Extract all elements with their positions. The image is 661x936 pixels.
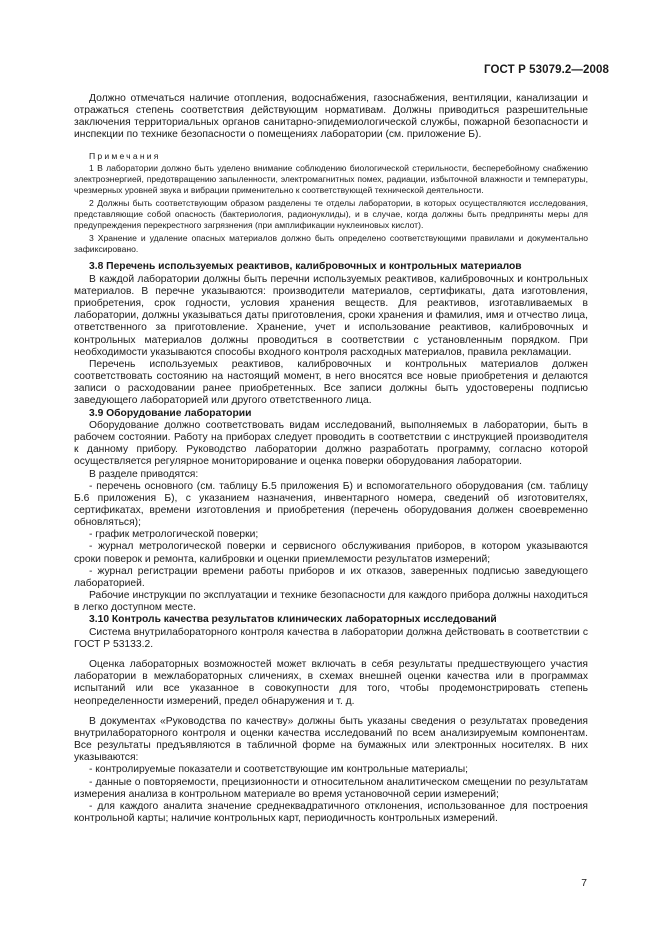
paragraph: Перечень используемых реактивов, калибровочных и контрольных материалов должен соответствовать состоянию на настоящий момент, в него вносятся все новые приобретения и делаются записи о расходовании ранее приобретенных. Все записи должны быть удостоверены подписью заведующего лабораторией или другого ответственного лица. — [74, 358, 588, 407]
paragraph: В разделе приводятся: — [89, 468, 199, 480]
paragraph: Должно отмечаться наличие отопления, водоснабжения, газоснабжения, вентиляции, канализации и отражаться степень соответствия действующим нормативам. Должны приводиться разрешительные заключения территориальных органов санитарно-эпидемиологической службы, пожарной безопасности и инспекции по технике безопасности о помещениях лаборатории (см. приложение Б). — [74, 93, 588, 141]
notes-title: Примечания — [89, 150, 161, 161]
list-item: - перечень основного (см. таблицу Б.5 приложения Б) и вспомогательного оборудования (см. таблицу Б.6 приложения Б), с указанием назначения, инвентарного номера, сведений об изготовителях, сертификатах, времени изготовления и приобретения (перечень оборудования должен своевременно обновляться); — [74, 480, 588, 529]
section-heading-3-10: 3.10 Контроль качества результатов клинических лабораторных исследований — [89, 614, 497, 626]
paragraph: Оборудование должно соответствовать видам исследований, выполняемых в лаборатории, быть в рабочем состоянии. Работу на приборах следует проводить в соответствии с инструкцией производителя к данному прибору. Руководство лаборатории должно разработать программу, согласно которой осуществляется регулярное мониторирование и оценка поверки оборудования лаборатории. — [74, 419, 588, 468]
page-number: 7 — [581, 878, 587, 889]
list-item: - контролируемые показатели и соответствующие им контрольные материалы; — [89, 764, 468, 776]
list-item: - график метрологической поверки; — [89, 529, 259, 541]
paragraph: Рабочие инструкции по эксплуатации и технике безопасности для каждого прибора должны находиться в легко доступном месте. — [74, 590, 588, 614]
section-heading-3-8: 3.8 Перечень используемых реактивов, калибровочных и контрольных материалов — [89, 261, 522, 273]
page-content — [74, 93, 588, 825]
note-item: 1 В лаборатории должно быть уделено внимание соблюдению биологической стерильности, бесперебойному снабжению электроэнергией, предотвращению запыленности, электромагнитных помех, радиации, избыточной влажности и температуры, чрезмерных уровней звука и вибрации применительно к соответствующей технической деятельности. — [74, 162, 588, 195]
note-item: 2 Должны быть соответствующим образом разделены те отделы лаборатории, в которых осуществляются исследования, представляющие собой опасность (бактериология, радионуклиды), и в случае, когда должны быть предприняты меры для предупреждения перекрестного загрязнения (при амплификации нуклеиновых кислот). — [74, 197, 588, 231]
document-code: ГОСТ Р 53079.2—2008 — [484, 64, 609, 76]
list-item: - для каждого аналита значение среднеквадратичного отклонения, использованное для построения контрольной карты; наличие контрольных карт, периодичность контрольных измерений. — [74, 800, 588, 824]
list-item: - данные о повторяемости, прецизионности и относительном аналитическом смещении по результатам измерения анализа в контрольном материале во время установочной серии измерений; — [74, 776, 588, 800]
list-item: - журнал метрологической поверки и сервисного обслуживания приборов, в котором указываются сроки поверок и ремонта, калибровки и оценки приемлемости результатов измерений; — [74, 541, 588, 565]
list-item: - журнал регистрации времени работы приборов и их отказов, заверенных подписью заведующего лабораторией. — [74, 565, 588, 589]
paragraph: В документах «Руководства по качеству» должны быть указаны сведения о результатах проведения внутрилабораторного контроля и оценки качества исследований по всем анализируемым компонентам. Все результаты предъявляются в табличной форме на бумажных или электронных носителях. В них указываются: — [74, 715, 588, 764]
paragraph: Система внутрилабораторного контроля качества в лаборатории должна действовать в соответствии с ГОСТ Р 53133.2. — [74, 626, 588, 650]
paragraph: В каждой лаборатории должны быть перечни используемых реактивов, калибровочных и контрольных материалов. В перечне указываются: производители материалов, сертификаты, дата изготовления, приобретения, срок годности, условия хранения веществ. Для реактивов, изготавливаемых в лаборатории, должны указываться даты приготовления, сроки хранения и фамилия, имя и отчество лица, ответственного за приготовление. Хранение, учет и использование реактивов, калибровочных и контрольных материалов должны проводиться в соответствии с установленным порядком. При необходимости указываются способы входного контроля расходных материалов, правила рекламации. — [74, 273, 588, 358]
note-item: 3 Хранение и удаление опасных материалов должно быть определено соответствующими правилами и документально зафиксировано. — [74, 233, 588, 255]
section-heading-3-9: 3.9 Оборудование лаборатории — [89, 407, 252, 419]
paragraph: Оценка лабораторных возможностей может включать в себя результаты предшествующего участия лаборатории в межлабораторных сличениях, в схемах внешней оценки качества или в программах испытаний или все указанное в совокупности для того, чтобы продемонстрировать степень неопределенности измерений, предел обнаружения и т. д. — [74, 659, 588, 707]
